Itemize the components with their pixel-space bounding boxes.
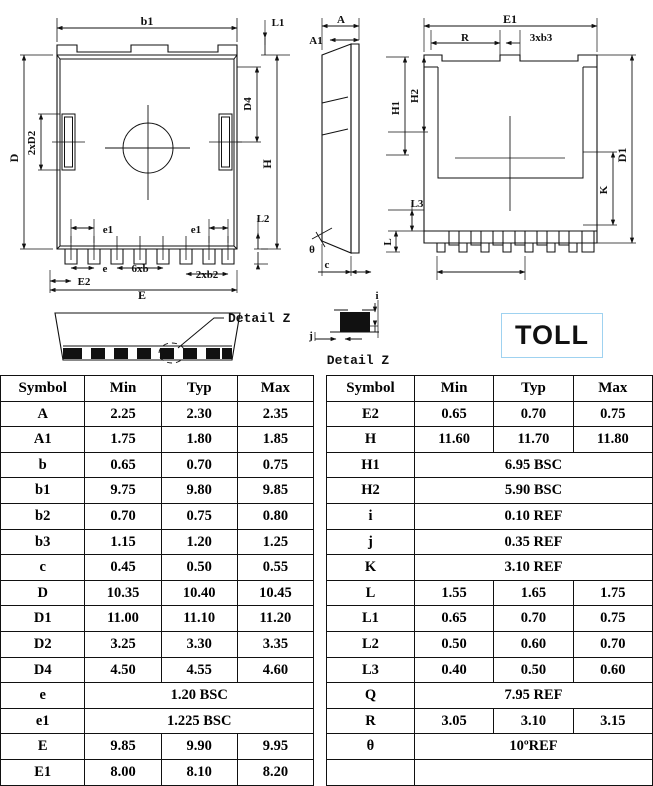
column-header: Typ bbox=[494, 376, 573, 402]
dim-label-theta: θ bbox=[309, 244, 315, 256]
cell-min: 0.40 bbox=[414, 657, 493, 683]
table-row bbox=[327, 452, 653, 478]
cell-max: 4.60 bbox=[237, 657, 313, 683]
dim-label-6xb: 6xb bbox=[131, 263, 149, 275]
cell-symbol: e1 bbox=[1, 708, 85, 734]
dim-label-b1: b1 bbox=[140, 14, 154, 28]
cell-typ: 0.70 bbox=[494, 401, 573, 427]
cell-symbol: H1 bbox=[327, 452, 415, 478]
dim-label-c: c bbox=[324, 259, 330, 271]
table-row bbox=[1, 683, 314, 709]
cell-min: 0.65 bbox=[85, 452, 161, 478]
table-row bbox=[327, 580, 653, 606]
cell-min: 11.60 bbox=[414, 427, 493, 453]
cell-min: 0.45 bbox=[85, 555, 161, 581]
cell-symbol: D4 bbox=[1, 657, 85, 683]
cell-symbol: L1 bbox=[327, 606, 415, 632]
dim-label-A1: A1 bbox=[309, 35, 323, 47]
cell-symbol: c bbox=[1, 555, 85, 581]
dim-label-2xD2: 2xD2 bbox=[26, 130, 38, 156]
cell-min: 11.00 bbox=[85, 606, 161, 632]
cell-max: 0.75 bbox=[573, 606, 652, 632]
table-row bbox=[327, 529, 653, 555]
cell-symbol: H bbox=[327, 427, 415, 453]
table-row bbox=[1, 631, 314, 657]
cell-value-span: 0.35 REF bbox=[414, 529, 652, 555]
dimension-table-right bbox=[326, 375, 653, 786]
cell-max: 10.45 bbox=[237, 580, 313, 606]
table-row bbox=[327, 555, 653, 581]
table-row bbox=[1, 427, 314, 453]
cell-min: 9.75 bbox=[85, 478, 161, 504]
table-row bbox=[327, 708, 653, 734]
cell-symbol: A1 bbox=[1, 427, 85, 453]
dim-label-D1: D1 bbox=[615, 147, 629, 163]
cell-min: 2.25 bbox=[85, 401, 161, 427]
dim-label-L: L bbox=[382, 238, 394, 246]
table-row bbox=[327, 606, 653, 632]
cell-symbol: D bbox=[1, 580, 85, 606]
dimension-table-right-wrap bbox=[326, 375, 653, 755]
cell-min: 10.35 bbox=[85, 580, 161, 606]
cell-typ: 0.70 bbox=[494, 606, 573, 632]
table-row bbox=[1, 606, 314, 632]
cell-typ: 0.50 bbox=[494, 657, 573, 683]
cell-min: 3.05 bbox=[414, 708, 493, 734]
table-row bbox=[327, 683, 653, 709]
cell-symbol: D1 bbox=[1, 606, 85, 632]
cell-symbol: E1 bbox=[1, 759, 85, 785]
table-row bbox=[1, 401, 314, 427]
cell-max: 3.35 bbox=[237, 631, 313, 657]
dim-label-H: H bbox=[260, 159, 274, 169]
dim-label-K: K bbox=[598, 185, 610, 195]
cell-typ: 11.10 bbox=[161, 606, 237, 632]
column-header: Typ bbox=[161, 376, 237, 402]
cell-min: 0.65 bbox=[414, 606, 493, 632]
cell-symbol: b3 bbox=[1, 529, 85, 555]
table-row bbox=[1, 734, 314, 760]
table-row bbox=[1, 452, 314, 478]
detail-z-title: Detail Z bbox=[326, 353, 390, 368]
cell-min: 1.15 bbox=[85, 529, 161, 555]
table-row bbox=[1, 529, 314, 555]
cell-symbol: E2 bbox=[327, 401, 415, 427]
table-row bbox=[1, 580, 314, 606]
cell-max: 3.15 bbox=[573, 708, 652, 734]
cell-symbol: θ bbox=[327, 734, 415, 760]
dimension-table-left-wrap bbox=[0, 375, 314, 780]
column-header: Symbol bbox=[1, 376, 85, 402]
cell-value-span: 0.10 REF bbox=[414, 503, 652, 529]
dim-label-L1: L1 bbox=[271, 17, 285, 29]
cell-value-span: 1.225 BSC bbox=[85, 708, 314, 734]
cell-symbol: E bbox=[1, 734, 85, 760]
cell-symbol: e bbox=[1, 683, 85, 709]
cell-min: 0.50 bbox=[414, 631, 493, 657]
dimension-table-left bbox=[0, 375, 314, 786]
table-row bbox=[327, 734, 653, 760]
cell-symbol: b bbox=[1, 452, 85, 478]
cell-typ: 3.10 bbox=[494, 708, 573, 734]
dim-label-e1-right: e1 bbox=[190, 224, 202, 236]
cell-typ: 1.80 bbox=[161, 427, 237, 453]
cell-typ: 11.70 bbox=[494, 427, 573, 453]
dim-label-3xb3: 3xb3 bbox=[529, 32, 553, 44]
dim-label-L3: L3 bbox=[410, 198, 424, 210]
dim-label-L2: L2 bbox=[256, 213, 270, 225]
cell-value-span: 3.10 REF bbox=[414, 555, 652, 581]
cell-symbol bbox=[327, 759, 415, 785]
table-row bbox=[1, 657, 314, 683]
dim-label-H2: H2 bbox=[409, 88, 421, 104]
cell-symbol: L bbox=[327, 580, 415, 606]
cell-symbol: A bbox=[1, 401, 85, 427]
cell-typ: 9.80 bbox=[161, 478, 237, 504]
cell-min: 8.00 bbox=[85, 759, 161, 785]
dim-label-i: i bbox=[375, 290, 379, 302]
cell-min: 9.85 bbox=[85, 734, 161, 760]
dim-label-D: D bbox=[7, 153, 21, 163]
dim-label-H1: H1 bbox=[390, 100, 402, 116]
toll-package-badge bbox=[501, 313, 603, 358]
cell-symbol: i bbox=[327, 503, 415, 529]
cell-value-span: 10ºREF bbox=[414, 734, 652, 760]
cell-value-span: 7.95 REF bbox=[414, 683, 652, 709]
toll-badge-label: TOLL bbox=[515, 320, 589, 350]
cell-min: 0.70 bbox=[85, 503, 161, 529]
detail-z-callout-label: Detail Z bbox=[228, 311, 291, 326]
cell-symbol: b1 bbox=[1, 478, 85, 504]
cell-max: 9.95 bbox=[237, 734, 313, 760]
cell-max: 11.20 bbox=[237, 606, 313, 632]
table-row bbox=[327, 503, 653, 529]
cell-max: 1.85 bbox=[237, 427, 313, 453]
cell-symbol: R bbox=[327, 708, 415, 734]
dim-label-E: E bbox=[137, 288, 147, 302]
cell-value-span bbox=[414, 759, 652, 785]
column-header: Min bbox=[85, 376, 161, 402]
cell-symbol: L2 bbox=[327, 631, 415, 657]
dim-label-j: j bbox=[309, 330, 313, 342]
cell-typ: 2.30 bbox=[161, 401, 237, 427]
cell-max: 9.85 bbox=[237, 478, 313, 504]
dim-label-e1-left: e1 bbox=[102, 224, 114, 236]
table-header-row bbox=[1, 376, 314, 402]
cell-typ: 0.60 bbox=[494, 631, 573, 657]
table-row bbox=[327, 631, 653, 657]
cell-max: 8.20 bbox=[237, 759, 313, 785]
dim-label-R: R bbox=[461, 32, 469, 44]
cell-symbol: H2 bbox=[327, 478, 415, 504]
table-row bbox=[327, 657, 653, 683]
cell-min: 3.25 bbox=[85, 631, 161, 657]
cell-max: 1.25 bbox=[237, 529, 313, 555]
cell-typ: 0.70 bbox=[161, 452, 237, 478]
table-row bbox=[1, 478, 314, 504]
table-row bbox=[1, 759, 314, 785]
cell-max: 1.75 bbox=[573, 580, 652, 606]
table-row bbox=[327, 401, 653, 427]
cell-typ: 1.65 bbox=[494, 580, 573, 606]
cell-symbol: D2 bbox=[1, 631, 85, 657]
dim-label-D4: D4 bbox=[242, 97, 254, 111]
dim-label-e: e bbox=[102, 263, 108, 275]
column-header: Max bbox=[237, 376, 313, 402]
column-header: Min bbox=[414, 376, 493, 402]
dim-label-E2: E2 bbox=[77, 276, 91, 288]
cell-value-span: 1.20 BSC bbox=[85, 683, 314, 709]
cell-min: 0.65 bbox=[414, 401, 493, 427]
cell-typ: 4.55 bbox=[161, 657, 237, 683]
cell-typ: 1.20 bbox=[161, 529, 237, 555]
cell-max: 11.80 bbox=[573, 427, 652, 453]
cell-max: 0.75 bbox=[237, 452, 313, 478]
cell-value-span: 5.90 BSC bbox=[414, 478, 652, 504]
cell-typ: 8.10 bbox=[161, 759, 237, 785]
cell-max: 2.35 bbox=[237, 401, 313, 427]
table-row bbox=[327, 759, 653, 785]
cell-value-span: 6.95 BSC bbox=[414, 452, 652, 478]
dimension-tables bbox=[0, 375, 653, 780]
cell-max: 0.75 bbox=[573, 401, 652, 427]
cell-typ: 9.90 bbox=[161, 734, 237, 760]
cell-typ: 0.75 bbox=[161, 503, 237, 529]
cell-max: 0.55 bbox=[237, 555, 313, 581]
cell-typ: 0.50 bbox=[161, 555, 237, 581]
cell-min: 1.75 bbox=[85, 427, 161, 453]
cell-symbol: j bbox=[327, 529, 415, 555]
table-row bbox=[1, 555, 314, 581]
cell-symbol: b2 bbox=[1, 503, 85, 529]
cell-min: 4.50 bbox=[85, 657, 161, 683]
cell-min: 1.55 bbox=[414, 580, 493, 606]
cell-max: 0.60 bbox=[573, 657, 652, 683]
column-header: Max bbox=[573, 376, 652, 402]
column-header: Symbol bbox=[327, 376, 415, 402]
cell-typ: 3.30 bbox=[161, 631, 237, 657]
table-gap bbox=[314, 375, 326, 749]
table-row bbox=[327, 427, 653, 453]
dim-label-E1: E1 bbox=[502, 12, 518, 26]
table-row bbox=[327, 478, 653, 504]
table-header-row bbox=[327, 376, 653, 402]
dim-label-A: A bbox=[337, 14, 345, 26]
table-row bbox=[1, 708, 314, 734]
cell-symbol: Q bbox=[327, 683, 415, 709]
cell-typ: 10.40 bbox=[161, 580, 237, 606]
dim-label-2xb2: 2xb2 bbox=[195, 269, 219, 281]
cell-symbol: K bbox=[327, 555, 415, 581]
cell-max: 0.70 bbox=[573, 631, 652, 657]
table-row bbox=[1, 503, 314, 529]
cell-symbol: L3 bbox=[327, 657, 415, 683]
cell-max: 0.80 bbox=[237, 503, 313, 529]
